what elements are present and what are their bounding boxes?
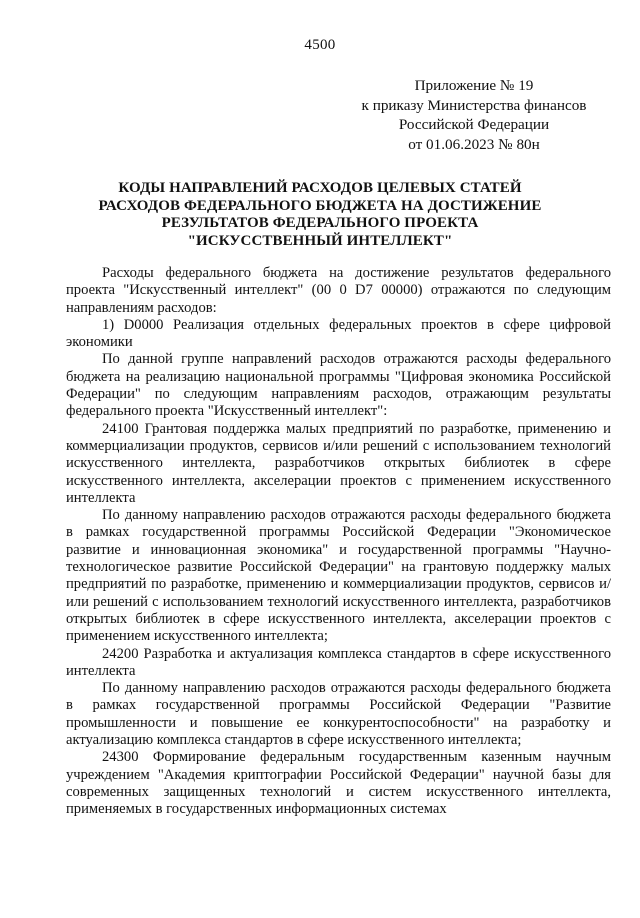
appendix-line: к приказу Министерства финансов — [361, 96, 587, 114]
title-line: "ИСКУССТВЕННЫЙ ИНТЕЛЛЕКТ" — [187, 232, 453, 249]
title-line: РАСХОДОВ ФЕДЕРАЛЬНОГО БЮДЖЕТА НА ДОСТИЖЕНИЕ — [98, 197, 542, 214]
paragraph: По данной группе направлений расходов отражаются расходы федерального бюджета на реализацию национальной программы "Цифровая экономика Российской Федерации" по следующим направлениям расходов, отражающим результаты федерального проекта "Искусственный интеллект": — [66, 351, 611, 420]
appendix-block — [344, 76, 604, 154]
paragraph: 24100 Грантовая поддержка малых предприятий по разработке, применению и коммерциализации продуктов, сервисов и/или решений с использованием технологий искусственного интеллекта, разработчиков открытых библиотек в сфере искусственного интеллекта, акселерации проектов с применением искусственного интеллекта — [66, 420, 611, 506]
paragraph: 1) D0000 Реализация отдельных федеральных проектов в сфере цифровой экономики — [66, 316, 611, 351]
paragraph: По данному направлению расходов отражаются расходы федерального бюджета в рамках государственной программы Российской Федерации "Экономическое развитие и инновационная экономика" и государственной программы "Научно-технологическое развитие Российской Федерации" на грантовую поддержку малых предприятий по разработке, применению и коммерциализации продуктов, сервисов и/или решений с использованием технологий искусственного интеллекта, разработчиков открытых библиотек в сфере искусственного интеллекта, акселерации проектов с применением искусственного интеллекта; — [66, 507, 611, 645]
paragraph: 24300 Формирование федеральным государственным казенным научным учреждением "Академия криптографии Российской Федерации" научной базы для современных защищенных технологий и систем искусственного интеллекта, применяемых в государственных информационных системах — [66, 749, 611, 818]
document-body — [66, 265, 611, 819]
paragraph: 24200 Разработка и актуализация комплекса стандартов в сфере искусственного интеллекта — [66, 645, 611, 679]
title-line: КОДЫ НАПРАВЛЕНИЙ РАСХОДОВ ЦЕЛЕВЫХ СТАТЕЙ — [118, 180, 522, 196]
title-line: РЕЗУЛЬТАТОВ ФЕДЕРАЛЬНОГО ПРОЕКТА — [161, 215, 479, 231]
page-number: 4500 — [304, 37, 336, 53]
document-title — [60, 180, 580, 250]
appendix-line: от 01.06.2023 № 80н — [408, 135, 540, 153]
paragraph: По данному направлению расходов отражаются расходы федерального бюджета в рамках государственной программы Российской Федерации "Развитие промышленности и повышение ее конкурентоспособности" на разработку и актуализацию комплекса стандартов в сфере искусственного интеллекта; — [66, 680, 611, 749]
appendix-line: Приложение № 19 — [414, 77, 534, 94]
appendix-line: Российской Федерации — [398, 116, 550, 133]
paragraph: Расходы федерального бюджета на достижение результатов федерального проекта "Искусственный интеллект" (00 0 D7 00000) отражаются по следующим направлениям расходов: — [66, 265, 611, 316]
